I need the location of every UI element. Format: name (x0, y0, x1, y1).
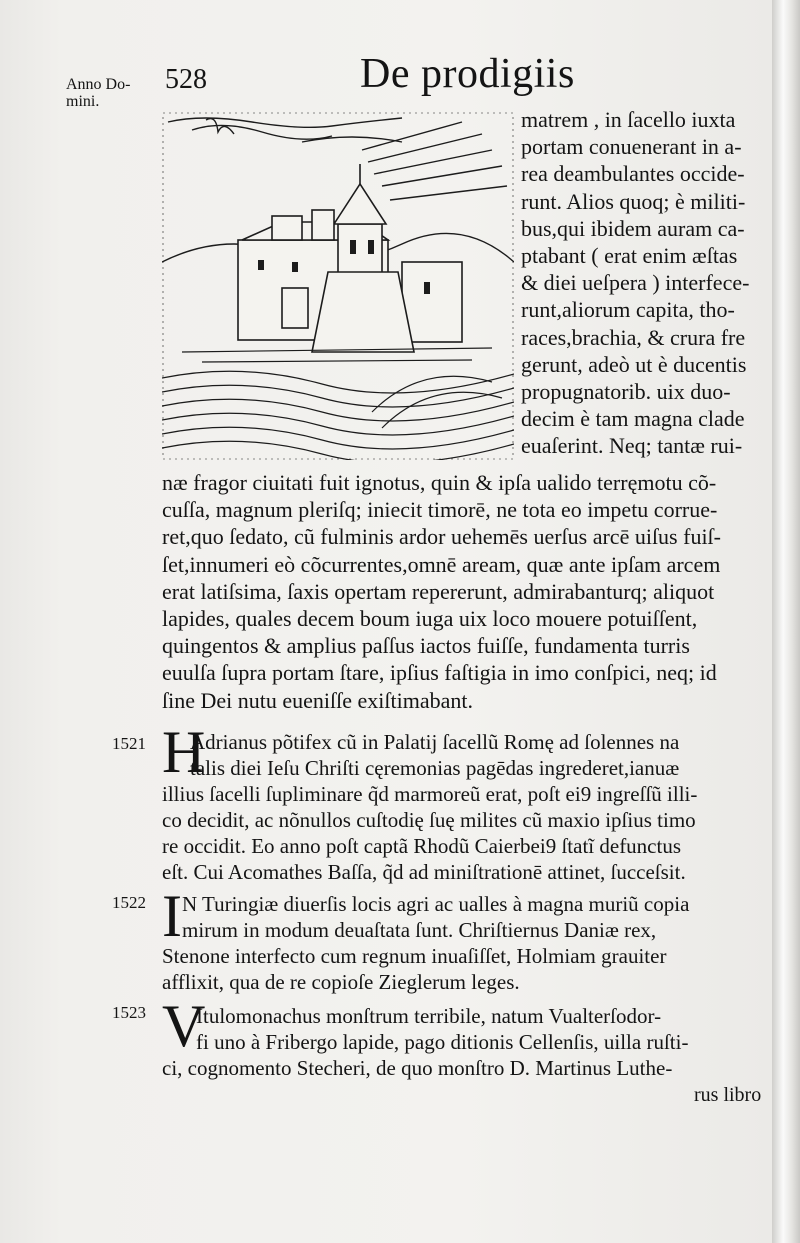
entry-line: eſt. Cui Acomathes Baſſa, q̃d ad miniſtrationē attinet, ſucceſsit. (162, 860, 686, 884)
entry-line: Stenone interfecto cum regnum inuaſiſſet, Holmiam grauiter (162, 944, 667, 968)
side-text-line: rea deambulantes occide- (521, 161, 745, 187)
entry-line: N Turingiæ diuerſis locis agri ac ualles à magna muriũ copia (182, 892, 690, 916)
drop-capital: I (162, 883, 182, 949)
side-text-line: runt. Alios quoq; è militi- (521, 188, 746, 214)
side-text-line: races,brachia, & crura fre (521, 324, 746, 350)
side-text-line: decim è tam magna clade (521, 406, 745, 432)
main-text-line: erat latiſsima, ſaxis opertam repererunt, admirabanturq; aliquot (162, 578, 715, 604)
entry-1521 (162, 729, 697, 885)
side-text-line: portam conuenerant in a- (521, 134, 742, 160)
running-title: De prodigiis (360, 51, 575, 97)
side-text-line: euaſerint. Neq; tantæ rui- (521, 433, 743, 459)
main-text-line: lapides, quales decem boum iuga uix loco mouere potuiſſent, (162, 605, 698, 631)
side-text-line: gerunt, adeò ut è ducentis (521, 351, 747, 377)
entry-line: Itulomonachus monſtrum terribile, natum Vualterſodor- (196, 1004, 662, 1028)
entry-line: afflixit, qua de re copioſe Zieglerum leges. (162, 970, 520, 994)
side-text-line: ptabant ( erat enim æſtas (521, 242, 738, 268)
entry-line: Adrianus põtifex cũ in Palatij ſacellũ Romę ad ſolennes na (190, 730, 680, 754)
side-text-line: bus,qui ibidem auram ca- (521, 215, 745, 241)
year-marker: 1521 (112, 734, 146, 753)
side-text-column (521, 106, 749, 459)
entry-line: re occidit. Eo anno poſt captã Rhodũ Caierbei9 ſtatĩ defunctus (162, 834, 682, 858)
side-text-line: runt,aliorum capita, tho- (521, 297, 735, 323)
main-text-line: euulſa ſupra portam ſtare, ipſius faſtigia in imo conſpici, neq; id (162, 660, 717, 686)
main-text-line: ſet,innumeri eò cõcurrentes,omnē aream, quæ ante ipſam arcem (162, 551, 721, 577)
margin-label-line1: Anno Do- (66, 76, 131, 93)
entry-line: ci, cognomento Stecheri, de quo monſtro D. Martinus Luthe- (162, 1056, 673, 1080)
entry-1523 (162, 1003, 688, 1081)
year-marker: 1523 (112, 1003, 146, 1022)
entry-line: illius ſacelli ſupliminare q̃d marmoreũ erat, poſt ei9 ingreſſũ illi- (162, 782, 698, 806)
margin-label-line2: mini. (66, 93, 100, 110)
main-text-line: quingentos & amplius paſſus iactos fuiſſe, fundamenta turris (162, 633, 690, 659)
catchword: rus libro (694, 1084, 762, 1106)
year-marker: 1522 (112, 893, 146, 912)
entry-1522 (162, 883, 690, 995)
main-paragraph (162, 469, 721, 714)
main-text-line: næ fragor ciuitati fuit ignotus, quin & ipſa ualido terręmotu cõ- (162, 470, 717, 495)
drop-capital: H (162, 719, 206, 785)
entry-line: co decidit, ac nõnullos cuſtodię ſuę milites cũ maxio ipſius timo (162, 808, 696, 832)
entry-line: mirum in modum deuaſtata ſunt. Chriſtiernus Daniæ rex, (182, 918, 657, 942)
book-gutter (772, 0, 800, 1243)
side-text-line: propugnatorib. uix duo- (521, 378, 731, 404)
side-text-line: matrem , in ſacello iuxta (521, 107, 736, 132)
drop-capital: V (162, 993, 206, 1059)
entry-line: talis diei Ieſu Chriſti cęremonias pagēdas ingrederet,ianuæ (190, 756, 680, 780)
page-number: 528 (165, 64, 207, 95)
entry-line: fi uno à Fribergo lapide, pago ditionis Cellenſis, uilla ruſti- (196, 1030, 689, 1054)
main-text-line: ſine Dei nutu eueniſſe exiſtimabant. (162, 687, 473, 713)
side-text-line: & diei ueſpera ) interfece- (521, 270, 750, 296)
margin-label (66, 76, 130, 110)
woodcut-town-icon (162, 112, 514, 460)
main-text-line: cuſſa, magnum pleriſq; iniecit timorē, ne tota eo impetu corrue- (162, 497, 718, 523)
main-text-line: ret,quo ſedato, cũ fulminis ardor uehemēs uerſus arcē uiſus fuiſ- (162, 524, 721, 550)
